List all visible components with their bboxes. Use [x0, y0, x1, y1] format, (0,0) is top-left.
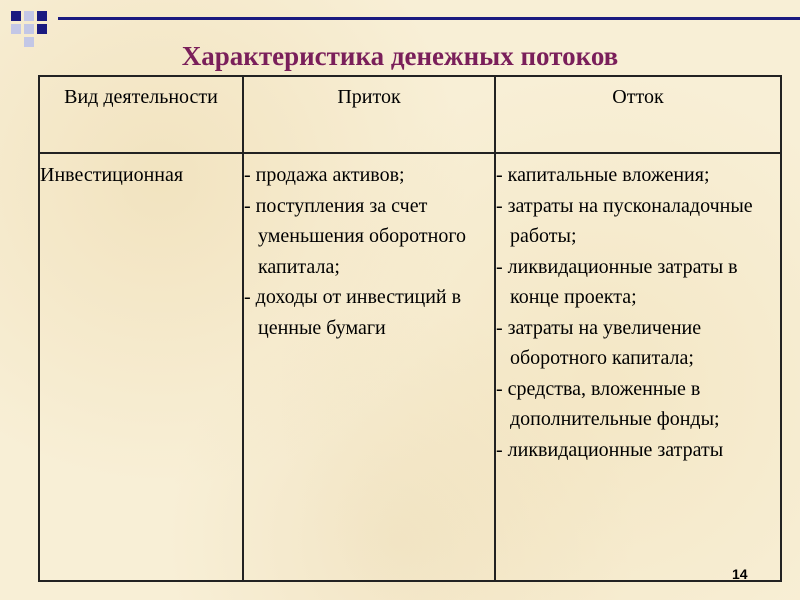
decor-square	[24, 24, 34, 34]
decor-square	[11, 24, 21, 34]
header-outflow: Отток	[495, 76, 781, 153]
inflow-cell	[243, 153, 495, 581]
inflow-list	[244, 160, 494, 343]
decor-square	[37, 24, 47, 34]
list-item: - продажа активов;	[244, 164, 405, 186]
slide-title: Характеристика денежных потоков	[181, 41, 619, 71]
decor-square	[24, 11, 34, 21]
decor-square	[37, 11, 47, 21]
decor-square	[11, 11, 21, 21]
list-item: - ликвидационные затраты	[496, 438, 724, 461]
header-activity-type: Вид деятельности	[39, 76, 243, 153]
list-item: - средства, вложенные в дополнительные фонды;	[496, 377, 720, 430]
activity-type-cell: Инвестиционная	[39, 153, 243, 581]
list-item: - затраты на пусконаладочные работы;	[496, 194, 753, 247]
list-item: - затраты на увеличение оборотного капитала;	[496, 316, 702, 369]
outflow-cell	[495, 153, 781, 581]
page-number: 14	[732, 566, 748, 582]
list-item: - ликвидационные затраты в конце проекта;	[496, 255, 738, 308]
outflow-list	[496, 160, 780, 465]
table-row	[39, 153, 781, 581]
list-item: - поступления за счет уменьшения оборотного капитала;	[244, 194, 467, 278]
cash-flows-table	[38, 75, 782, 582]
top-divider	[58, 17, 800, 20]
list-item: - доходы от инвестиций в ценные бумаги	[244, 286, 462, 339]
header-inflow: Приток	[243, 76, 495, 153]
table-header-row	[39, 76, 781, 153]
list-item: - капитальные вложения;	[496, 164, 710, 186]
